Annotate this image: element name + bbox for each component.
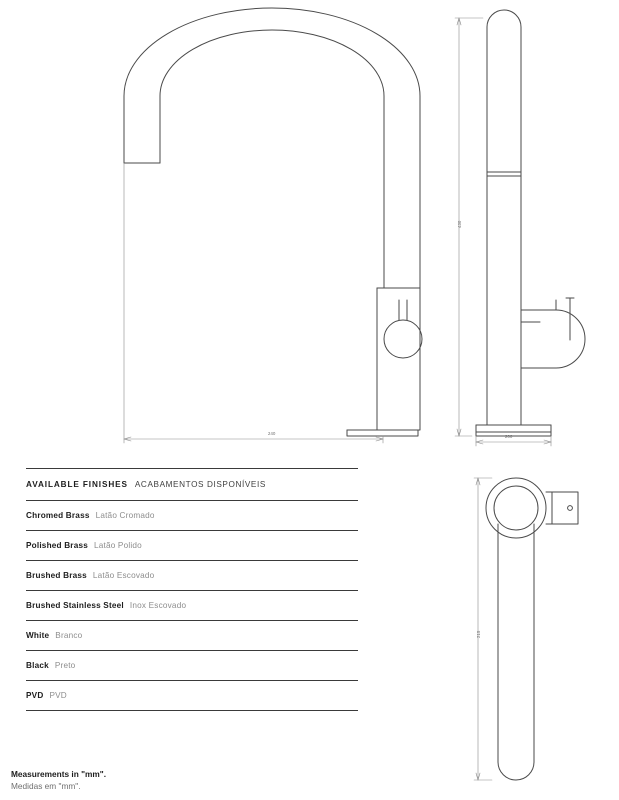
finish-name-en: Black [26,661,49,670]
finish-name-en: Polished Brass [26,541,88,550]
finish-name-pt: Branco [55,631,83,640]
finishes-heading-en: AVAILABLE FINISHES [26,480,128,489]
finishes-heading [26,469,358,500]
list-item [26,621,358,650]
list-item [26,591,358,620]
list-item [26,561,358,590]
dimension-side-base: 200 [505,434,513,439]
finish-name-pt: Latão Cromado [95,511,155,520]
list-item [26,531,358,560]
front-elevation-view [124,8,422,443]
finish-name-en: PVD [26,691,44,700]
finish-name-en: Brushed Brass [26,571,87,580]
divider [26,710,358,711]
dimension-front-width: 240 [268,431,276,436]
finish-name-en: Brushed Stainless Steel [26,601,124,610]
measurement-note [11,768,106,792]
finish-name-pt: Preto [54,661,76,670]
measurement-note-en: Measurements in "mm". [11,769,107,779]
finish-name-en: Chromed Brass [26,511,90,520]
side-elevation-view [455,10,585,446]
measurement-note-pt: Medidas em "mm". [11,781,81,791]
available-finishes-table [26,468,358,711]
finish-name-en: White [26,631,50,640]
finish-name-pt: PVD [49,691,67,700]
list-item [26,501,358,530]
dimension-side-height: 430 [457,220,462,228]
top-view [474,478,578,780]
dimension-top-depth: 215 [476,630,481,638]
finish-name-pt: Latão Polido [93,541,142,550]
list-item [26,681,358,710]
list-item [26,651,358,680]
finishes-heading-pt: ACABAMENTOS DISPONÍVEIS [134,480,266,489]
finish-name-pt: Inox Escovado [129,601,187,610]
finish-name-pt: Latão Escovado [92,571,155,580]
